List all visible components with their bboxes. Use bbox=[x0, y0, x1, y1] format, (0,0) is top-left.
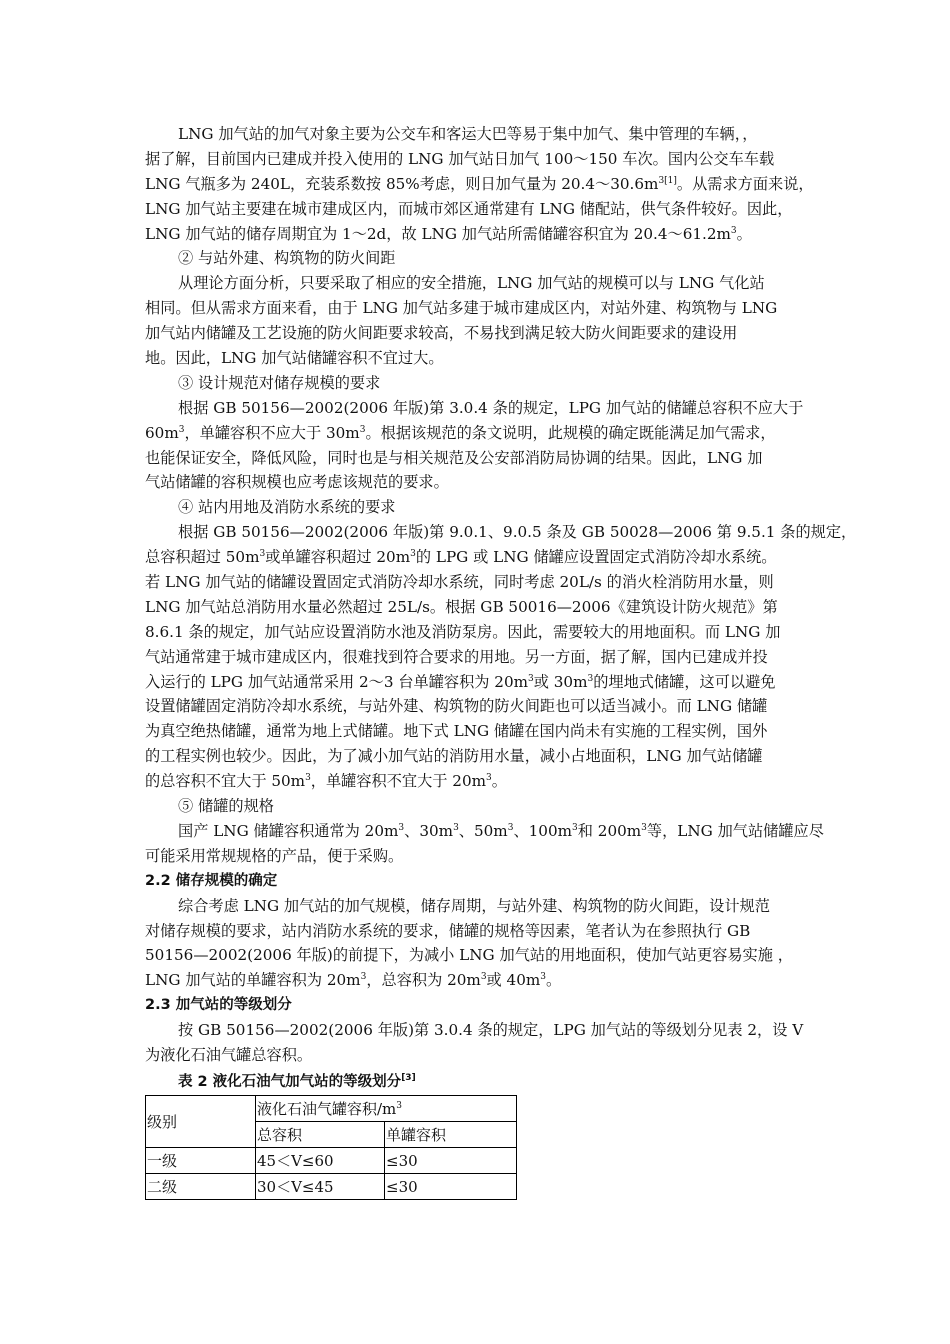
section-heading: 2.3 加气站的等级划分 bbox=[145, 997, 292, 1014]
header-single-volume: 单罐容积 bbox=[385, 1122, 517, 1148]
paragraph-line: 国产 LNG 储罐容积通常为 $20m^3$、$30m^3$、$50m^3$、$100m^3$和 $200m^3$等，LNG 加气站储罐应尽 bbox=[178, 821, 824, 840]
paragraph-line: 也能保证安全，降低风险，同时也是与相关规范及公安部消防局协调的结果。因此，LNG 加 bbox=[145, 448, 763, 467]
header-total-volume: 总容积 bbox=[256, 1122, 385, 1148]
paragraph-line: 为真空绝热储罐，通常为地上式储罐。地下式 LNG 储罐在国内尚未有实施的工程实例，国外 bbox=[145, 722, 768, 741]
paragraph-line: 入运行的 LPG 加气站通常采用 2～3 台单罐容积为 $20m^3$或 $30m^3$的埋地式储罐，这可以避免 bbox=[145, 672, 776, 691]
header-level: 级别 bbox=[146, 1096, 256, 1148]
paragraph-line: 气站通常建于城市建成区内，很难找到符合要求的用地。另一方面，据了解，国内已建成并投 bbox=[145, 647, 768, 666]
table-row bbox=[146, 1174, 517, 1200]
subsection-heading: ④ 站内用地及消防水系统的要求 bbox=[178, 498, 396, 517]
paragraph-line: 可能采用常规规格的产品，便于采购。 bbox=[145, 846, 404, 865]
paragraph-line: 从理论方面分析，只要采取了相应的安全措施，LNG 加气站的规模可以与 LNG 气化站 bbox=[178, 274, 765, 293]
subsection-heading: ② 与站外建、构筑物的防火间距 bbox=[178, 249, 396, 268]
paragraph-line: LNG 加气站主要建在城市建成区内，而城市郊区通常建有 LNG 储配站，供气条件较好。因此， bbox=[145, 199, 793, 218]
paragraph-line: 根据 GB 50156—2002(2006 年版)第 9.0.1、9.0.5 条及 GB 50028—2006 第 9.5.1 条的规定， bbox=[178, 523, 857, 542]
cell-single: ≤30 bbox=[385, 1174, 517, 1200]
paragraph-line: 8.6.1 条的规定，加气站应设置消防水池及消防泵房。因此，需要较大的用地面积。而 LNG 加 bbox=[145, 622, 781, 641]
table-caption: 表 2 液化石油气加气站的等级划分[3] bbox=[178, 1073, 416, 1090]
paragraph-line: 根据 GB 50156—2002(2006 年版)第 3.0.4 条的规定，LPG 加气站的储罐总容积不应大于 bbox=[178, 398, 804, 417]
paragraph-line: LNG 加气站的单罐容积为 $20m^3$，总容积为 $20m^3$或 $40m^3$。 bbox=[145, 971, 562, 990]
paragraph-line: 加气站内储罐及工艺设施的防火间距要求较高，不易找到满足较大防火间距要求的建设用 bbox=[145, 324, 738, 343]
paragraph-line: 据了解，目前国内已建成并投入使用的 LNG 加气站日加气 100～150 车次。国内公交车车载 bbox=[145, 149, 775, 168]
section-heading: 2.2 储存规模的确定 bbox=[145, 872, 278, 889]
paragraph-line: LNG 加气站总消防用水量必然超过 25L/s。根据 GB 50016—2006《建筑设计防火规范》第 bbox=[145, 597, 778, 616]
paragraph-line: 综合考虑 LNG 加气站的加气规模，储存周期，与站外建、构筑物的防火间距，设计规范 bbox=[178, 896, 770, 915]
paragraph-line: 气站储罐的容积规模也应考虑该规范的要求。 bbox=[145, 473, 449, 492]
cell-level: 二级 bbox=[146, 1174, 256, 1200]
paragraph-line: 若 LNG 加气站的储罐设置固定式消防冷却水系统，同时考虑 20L/s 的消火栓消防用水量，则 bbox=[145, 573, 774, 592]
grade-table bbox=[145, 1095, 517, 1200]
subsection-heading: ③ 设计规范对储存规模的要求 bbox=[178, 373, 381, 392]
paragraph-line: 对储存规模的要求，站内消防水系统的要求，储罐的规格等因素，笔者认为在参照执行 GB bbox=[145, 921, 751, 940]
body-text bbox=[145, 122, 857, 1068]
paragraph-line: 50156—2002(2006 年版)的前提下，为减小 LNG 加气站的用地面积，使加气站更容易实施 ， bbox=[145, 946, 793, 965]
cell-level: 一级 bbox=[146, 1148, 256, 1174]
paragraph-line: 按 GB 50156—2002(2006 年版)第 3.0.4 条的规定，LPG 加气站的等级划分见表 2，设 V bbox=[178, 1021, 804, 1040]
cell-total: 30＜V≤45 bbox=[256, 1174, 385, 1200]
subsection-heading: ⑤ 储罐的规格 bbox=[178, 797, 274, 816]
paragraph-line: 的总容积不宜大于 $50m^3$，单罐容积不宜大于 $20m^3$。 bbox=[145, 772, 507, 791]
paragraph-line: LNG 气瓶多为 240L，充装系数按 85%考虑，则日加气量为 $20.4\sim 30.6m^{3[1]}$。从需求方面来说， bbox=[145, 174, 814, 193]
paragraph-line: LNG 加气站的储存周期宜为 1～2d，故 LNG 加气站所需储罐容积宜为 $20.4\sim 61.2m^3$。 bbox=[145, 224, 752, 243]
paragraph-line: 的工程实例也较少。因此，为了减小加气站的消防用水量，减小占地面积，LNG 加气站储罐 bbox=[145, 747, 763, 766]
paragraph-line: LNG 加气站的加气对象主要为公交车和客运大巴等易于集中加气、集中管理的车辆，， bbox=[178, 125, 758, 143]
paragraph-line: 地。因此，LNG 加气站储罐容积不宜过大。 bbox=[145, 349, 444, 368]
header-volume: 液化石油气罐容积$/m^3$ bbox=[256, 1096, 517, 1122]
table-row bbox=[146, 1148, 517, 1174]
paragraph-line: 总容积超过 $50m^3$或单罐容积超过 $20m^3$的 LPG 或 LNG 储罐应设置固定式消防冷却水系统。 bbox=[145, 548, 777, 567]
cell-single: ≤30 bbox=[385, 1148, 517, 1174]
paragraph-line: 相同。但从需求方面来看，由于 LNG 加气站多建于城市建成区内，对站外建、构筑物与 LNG bbox=[145, 299, 778, 318]
paragraph-line: $60m^3$，单罐容积不应大于 $30m^3$。根据该规范的条文说明，此规模的确定既能满足加气需求， bbox=[145, 423, 776, 442]
cell-total: 45＜V≤60 bbox=[256, 1148, 385, 1174]
paragraph-line: 为液化石油气罐总容积。 bbox=[145, 1045, 313, 1064]
paragraph-line: 设置储罐固定消防冷却水系统，与站外建、构筑物的防火间距也可以适当减小。而 LNG 储罐 bbox=[145, 697, 768, 716]
